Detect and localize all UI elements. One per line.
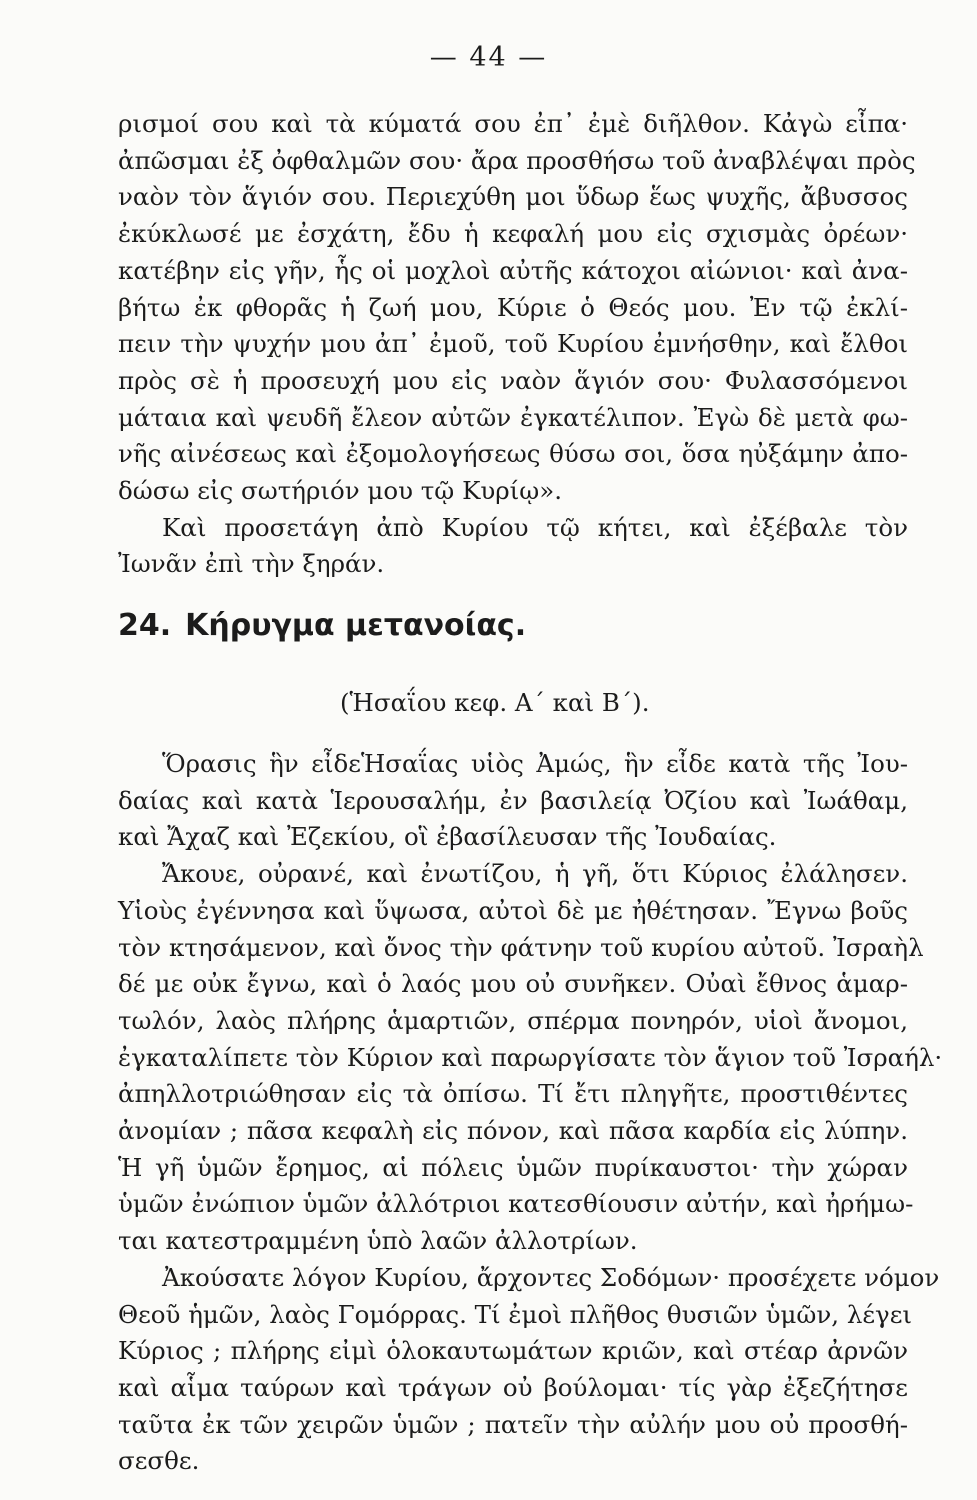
text-line: καὶ αἷμα ταύρων καὶ τράγων οὐ βούλομαι· τίς γὰρ ἐξεζήτησε xyxy=(118,1372,908,1402)
text-line: τωλόν, λαὸς πλήρης ἁμαρτιῶν, σπέρμα πονηρόν, υἱοὶ ἄνομοι, xyxy=(118,1005,908,1035)
text-line: δώσω εἰς σωτήριόν μου τῷ Κυρίῳ». xyxy=(118,476,563,506)
section-number: 24. xyxy=(118,608,172,643)
text-line: ται κατεστραμμένη ὑπὸ λαῶν ἀλλοτρίων. xyxy=(118,1226,638,1256)
bottom-text-block xyxy=(118,746,943,1480)
text-line: Ἀκούσατε λόγον Κυρίου, ἄρχοντες Σοδόμων· προσέχετε νόμον xyxy=(162,1262,940,1292)
text-line: ὑμῶν ἐνώπιον ὑμῶν ἀλλότριοι κατεσθίουσιν αὐτήν, καὶ ἠρήμω- xyxy=(118,1189,914,1219)
page-number: — 44 — xyxy=(429,42,548,73)
text-line: Καὶ προσετάγη ἀπὸ Κυρίου τῷ κήτει, καὶ ἐξέβαλε τὸν xyxy=(162,512,908,542)
text-line: ἀνομίαν ; πᾶσα κεφαλὴ εἰς πόνον, καὶ πᾶσα καρδία εἰς λύπην. xyxy=(118,1116,908,1146)
section-subtitle: (Ἡσαΐου κεφ. Α΄ καὶ Β΄). xyxy=(340,688,650,717)
text-line: ἀπηλλοτριώθησαν εἰς τὰ ὀπίσω. Τί ἔτι πληγῆτε, προστιθέντες xyxy=(118,1079,908,1109)
text-line: ρισμοί σου καὶ τὰ κύματά σου ἐπ᾽ ἐμὲ διῆλθον. Κἀγὼ εἶπα· xyxy=(118,109,908,138)
text-line: Υἱοὺς ἐγέννησα καὶ ὕψωσα, αὐτοὶ δὲ με ἠθέτησαν. Ἔγνω βοῦς xyxy=(118,895,908,925)
text-line: πειν τὴν ψυχήν μου ἀπ᾽ ἐμοῦ, τοῦ Κυρίου ἐμνήσθην, καὶ ἔλθοι xyxy=(118,329,908,359)
section-title: Κήρυγμα μετανοίας. xyxy=(185,608,527,643)
text-line: κατέβην εἰς γῆν, ἧς οἱ μοχλοὶ αὐτῆς κάτοχοι αἰώνιοι· καὶ ἀνα- xyxy=(118,255,908,285)
text-line: βήτω ἐκ φθορᾶς ἡ ζωή μου, Κύριε ὁ Θεός μου. Ἐν τῷ ἐκλί- xyxy=(118,292,908,322)
top-text-block xyxy=(118,106,916,583)
text-line: σεσθε. xyxy=(118,1446,200,1476)
text-line: μάταια καὶ ψευδῆ ἔλεον αὐτῶν ἐγκατέλιπον. Ἐγὼ δὲ μετὰ φω- xyxy=(118,402,908,432)
section-heading xyxy=(118,608,526,643)
text-line: νῆς αἰνέσεως καὶ ἐξομολογήσεως θύσω σοι, ὅσα ηὐξάμην ἀπο- xyxy=(118,439,908,469)
text-line: ναὸν τὸν ἅγιόν σου. Περιεχύθη μοι ὕδωρ ἕως ψυχῆς, ἄβυσσος xyxy=(118,182,908,212)
text-line: ἐγκαταλίπετε τὸν Κύριον καὶ παρωργίσατε τὸν ἅγιον τοῦ Ἰσραήλ· xyxy=(118,1042,943,1072)
text-line: Ἡ γῆ ὑμῶν ἔρημος, αἱ πόλεις ὑμῶν πυρίκαυστοι· τὴν χώραν xyxy=(118,1152,908,1182)
text-line: δαίας καὶ κατὰ Ἱερουσαλήμ, ἐν βασιλείᾳ Ὀζίου καὶ Ἰωάθαμ, xyxy=(118,785,908,815)
text-line: ἐκύκλωσέ με ἐσχάτη, ἔδυ ἡ κεφαλή μου εἰς σχισμὰς ὀρέων· xyxy=(118,219,908,249)
text-line: Ὅρασις ἣν εἶδεἩσαΐας υἱὸς Ἀμώς, ἣν εἶδε κατὰ τῆς Ἰου- xyxy=(162,749,908,778)
text-line: Ἄκουε, οὐρανέ, καὶ ἐνωτίζου, ἡ γῆ, ὅτι Κύριος ἐλάλησεν. xyxy=(162,859,908,889)
text-line: Κύριος ; πλήρης εἰμὶ ὁλοκαυτωμάτων κριῶν, καὶ στέαρ ἀρνῶν xyxy=(118,1336,908,1366)
text-line: τὸν κτησάμενον, καὶ ὄνος τὴν φάτνην τοῦ κυρίου αὐτοῦ. Ἰσραὴλ xyxy=(118,932,924,962)
text-line: Θεοῦ ἡμῶν, λαὸς Γομόρρας. Τί ἐμοὶ πλῆθος θυσιῶν ὑμῶν, λέγει xyxy=(118,1299,912,1329)
text-line: δέ με οὐκ ἔγνω, καὶ ὁ λαός μου οὐ συνῆκεν. Οὐαὶ ἔθνος ἁμαρ- xyxy=(118,969,908,999)
text-line: ἀπῶσμαι ἐξ ὀφθαλμῶν σου· ἄρα προσθήσω τοῦ ἀναβλέψαι πρὸς xyxy=(118,145,916,175)
text-line: καὶ Ἄχαζ καὶ Ἐζεκίου, οἳ ἐβασίλευσαν τῆς Ἰουδαίας. xyxy=(118,822,777,852)
text-line: Ἰωνᾶν ἐπὶ τὴν ξηράν. xyxy=(118,549,385,579)
text-line: ταῦτα ἐκ τῶν χειρῶν ὑμῶν ; πατεῖν τὴν αὐλήν μου οὐ προσθή- xyxy=(118,1409,908,1439)
text-line: πρὸς σὲ ἡ προσευχή μου εἰς ναὸν ἅγιόν σου· Φυλασσόμενοι xyxy=(118,365,908,395)
